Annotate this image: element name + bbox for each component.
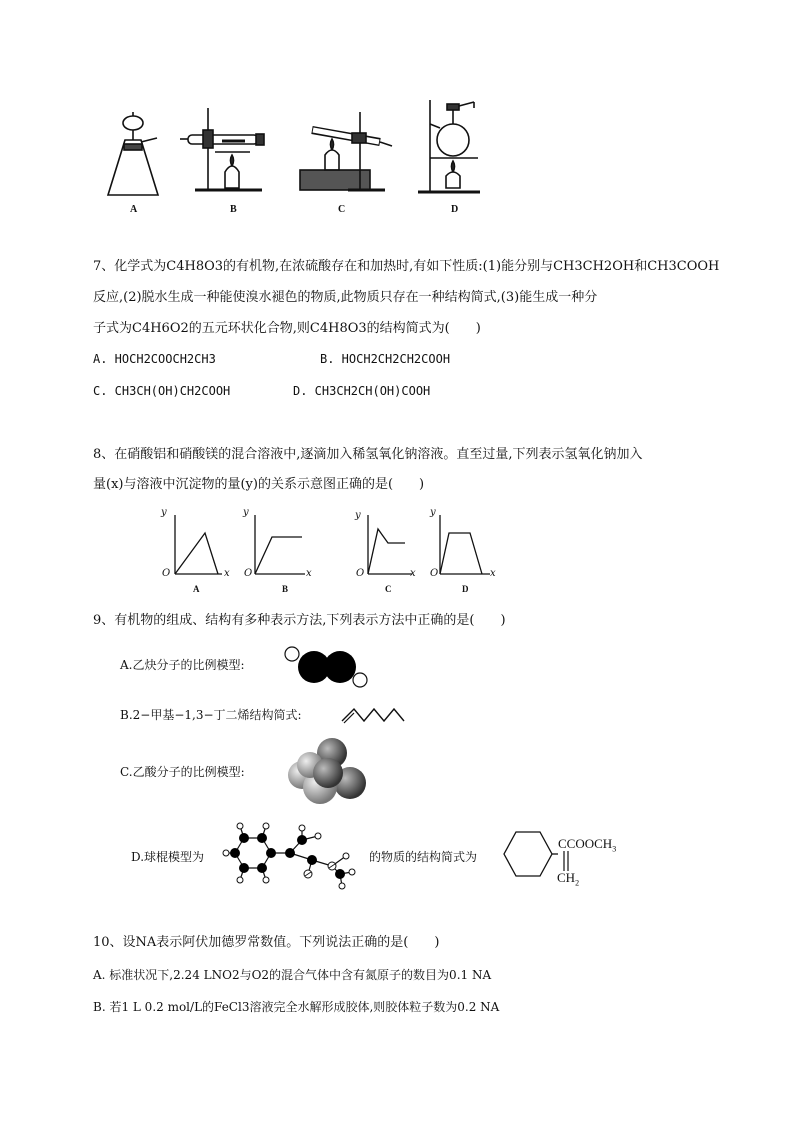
q8-line-2: 量(x)与溶液中沉淀物的量(y)的关系示意图正确的是( ) <box>93 477 425 492</box>
q10-option-a: A. 标准状况下,2.24 LNO2与O2的混合气体中含有氮原子的数目为0.1 NA <box>93 968 492 982</box>
q10-stem: 10、设NA表示阿伏加德罗常数值。下列说法正确的是( ) <box>93 935 440 950</box>
q9-option-d-prefix: D.球棍模型为 <box>131 850 205 864</box>
acetylene-model <box>284 645 384 690</box>
graph-b-curve <box>255 537 302 574</box>
graph-c-origin: O <box>356 568 365 579</box>
q7-line-1: 7、化学式为C4H8O3的有机物,在浓硫酸存在和加热时,有如下性质:(1)能分别与CH3CH2OH和CH3COOH <box>93 259 720 274</box>
graph-b-x-label: x <box>306 568 312 579</box>
acetic-acid-model <box>280 735 370 810</box>
graph-a-label: A <box>193 584 200 594</box>
q9-option-b: B.2−甲基−1,3−丁二烯结构简式: <box>120 708 302 722</box>
q8-graphs <box>0 505 794 605</box>
q9-option-c: C.乙酸分子的比例模型: <box>120 765 245 779</box>
apparatus-label-a: A <box>130 204 138 215</box>
graph-b-origin: O <box>244 568 253 579</box>
structure-cyclohexyl <box>492 820 562 890</box>
graph-c-x-label: x <box>410 568 416 579</box>
structure-ch2: $CH_2$ <box>557 870 580 888</box>
q7-option-b: B. HOCH2CH2CH2COOH <box>320 352 451 366</box>
q7-option-d: D. CH3CH2CH(OH)COOH <box>293 384 431 398</box>
graph-a-x-label: x <box>224 568 230 579</box>
graph-a-origin: O <box>162 568 171 579</box>
apparatus-drawing <box>0 0 794 230</box>
q7-line-2: 反应,(2)脱水生成一种能使溴水褪色的物质,此物质只存在一种结构简式,(3)能生成一种分 <box>93 290 598 305</box>
apparatus-label-b: B <box>230 204 237 215</box>
apparatus-label-d: D <box>451 204 459 215</box>
graph-d-origin: O <box>430 568 439 579</box>
q9-option-d-suffix: 的物质的结构简式为 <box>369 850 478 864</box>
q10-option-b: B. 若1 L 0.2 mol/L的FeCl3溶液完全水解形成胶体,则胶体粒子数为0.2 NA <box>93 1000 500 1014</box>
graph-c-label: C <box>385 584 392 594</box>
graph-c-y-label: y <box>355 510 361 521</box>
graph-d-x-label: x <box>490 568 496 579</box>
graph-d-y-label: y <box>430 507 436 518</box>
graph-d-curve <box>440 533 482 574</box>
graph-a-y-label: y <box>161 507 167 518</box>
ball-stick-model <box>222 818 372 893</box>
apparatus-label-c: C <box>338 204 346 215</box>
graph-a-curve <box>175 533 218 574</box>
graph-b-y-label: y <box>243 507 249 518</box>
graph-c-curve <box>368 529 405 574</box>
isoprene-skeletal <box>340 704 410 724</box>
q8-line-1: 8、在硝酸铝和硝酸镁的混合溶液中,逐滴加入稀氢氧化钠溶液。直至过量,下列表示氢氧化钠加入 <box>93 447 643 462</box>
q7-line-3: 子式为C4H6O2的五元环状化合物,则C4H8O3的结构简式为( ) <box>93 321 481 336</box>
q9-stem: 9、有机物的组成、结构有多种表示方法,下列表示方法中正确的是( ) <box>93 613 506 628</box>
q9-option-a: A.乙炔分子的比例模型: <box>120 658 245 672</box>
graph-b-label: B <box>282 584 289 594</box>
graph-d-label: D <box>462 584 469 594</box>
structure-ester-group: $CCOOCH_3$ <box>558 836 617 854</box>
q7-option-a: A. HOCH2COOCH2CH3 <box>93 352 216 366</box>
q7-option-c: C. CH3CH(OH)CH2COOH <box>93 384 231 398</box>
